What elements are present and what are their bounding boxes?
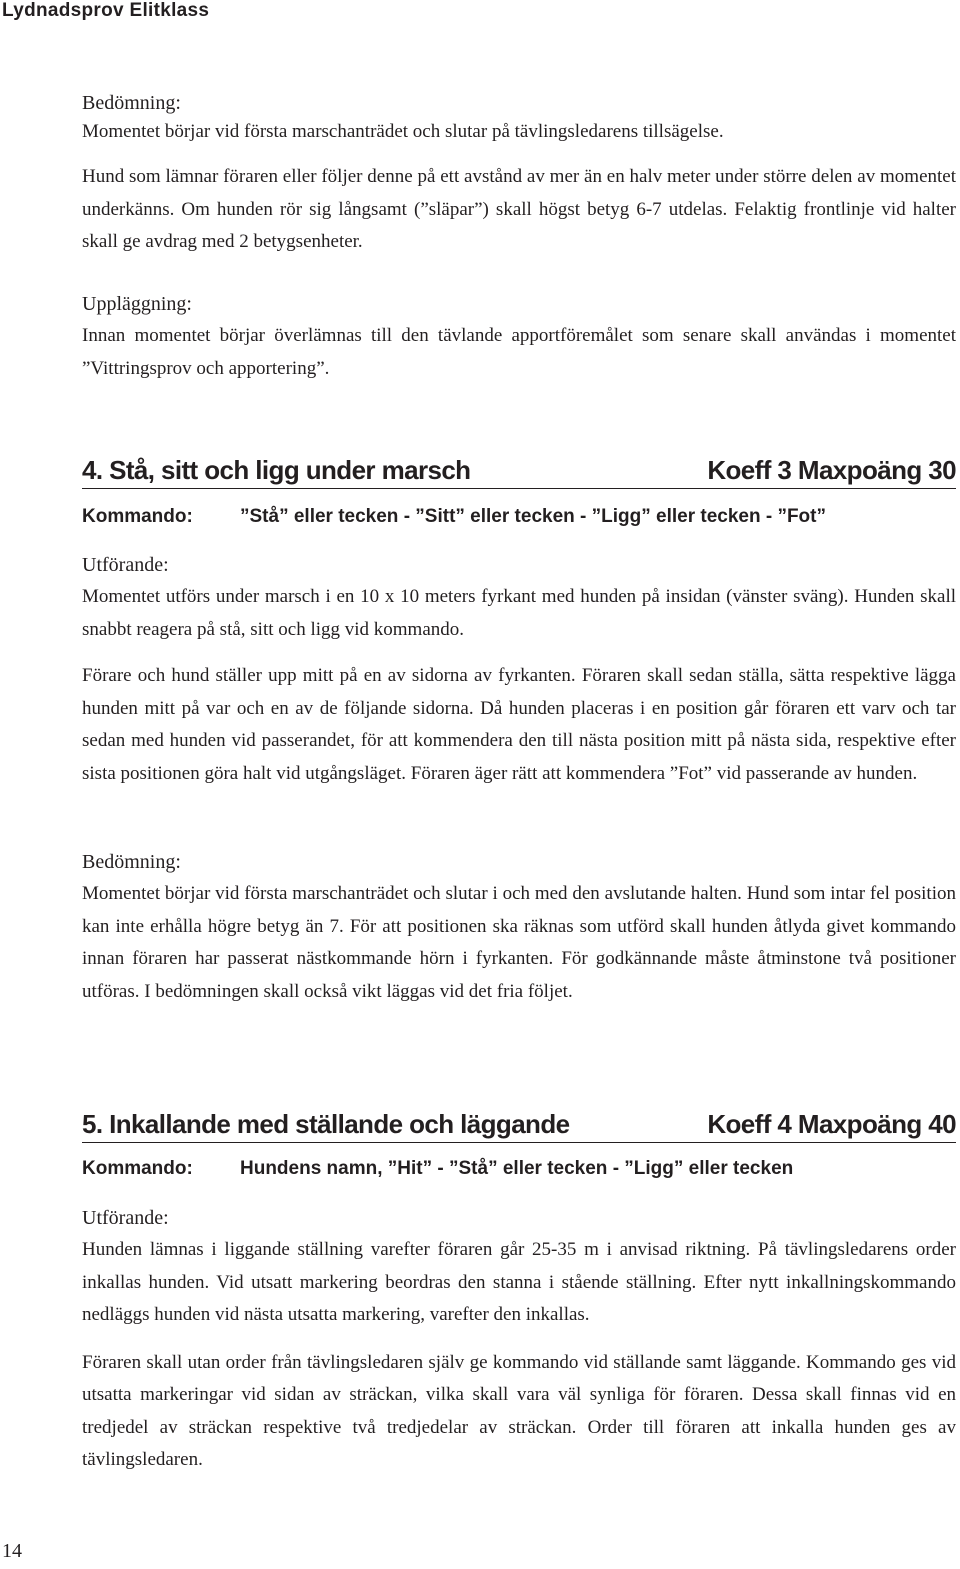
kommando-label: Kommando: — [82, 506, 193, 527]
section-4-utforande-block — [82, 549, 956, 790]
paragraph: Innan momentet börjar överlämnas till den tävlande apportföremålet som senare skall användas i momentet ”Vittringsprov och apportering”. — [82, 325, 956, 379]
utforande-heading: Utförande: — [82, 554, 169, 576]
section-5-kommando-row — [82, 1158, 956, 1186]
section-title: 4. Stå, sitt och ligg under marsch — [82, 455, 471, 485]
utforande-heading: Utförande: — [82, 1207, 169, 1229]
section-koeff: Koeff 3 Maxpoäng 30 — [707, 455, 956, 485]
paragraph: Momentet börjar vid första marschanträdet och slutar på tävlingsledarens tillsägelse. — [82, 121, 724, 142]
bedomning-heading: Bedömning: — [82, 92, 181, 114]
section-5-heading — [82, 1102, 956, 1143]
top-bedomning-block — [82, 89, 956, 259]
bedomning-heading: Bedömning: — [82, 851, 181, 873]
top-upplaggning-block — [82, 288, 956, 385]
kommando-value: Hundens namn, ”Hit” - ”Stå” eller tecken - ”Ligg” eller tecken — [240, 1158, 794, 1179]
document-header-title: Lydnadsprov Elitklass — [2, 0, 210, 21]
section-koeff: Koeff 4 Maxpoäng 40 — [707, 1109, 956, 1139]
section-5-utforande-block — [82, 1202, 956, 1477]
paragraph: Momentet börjar vid första marschanträdet och slutar i och med den avslutande halten. Hund som intar fel position kan inte erhålla högre betyg än 7. För att positionen ska räknas som utförd skall hunden åtlyda givet kommando innan föraren har passerat nästkommande hörn i fyrkanten. För godkännande måste åtminstone två positioner utföras. I bedömningen skall också vikt läggas vid det fria följet. — [82, 883, 956, 1002]
kommando-value: ”Stå” eller tecken - ”Sitt” eller tecken - ”Ligg” eller tecken - ”Fot” — [240, 506, 826, 527]
paragraph: Förare och hund ställer upp mitt på en av sidorna av fyrkanten. Föraren skall sedan ställa, sätta respektive lägga hunden mitt på var och en av de följande sidorna. Då hunden placeras i en position går föraren ett varv och tar sedan med hunden vid passerandet, för att kommendera den till nästa position mitt på nästa sida, respektive efter sista positionen göra halt vid utgångsläget. Föraren äger rätt att kommendera ”Fot” vid passerande av hunden. — [82, 665, 956, 784]
section-4-kommando-row — [82, 506, 956, 534]
paragraph: Hunden lämnas i liggande ställning varefter föraren går 25-35 m i anvisad riktning. På tävlingsledarens order inkallas hunden. Vid utsatt markering beordras den stanna i stående ställning. Efter nytt inkallningskommando nedläggs hunden vid nästa utsatta markering, varefter den inkallas. — [82, 1239, 956, 1325]
paragraph: Föraren skall utan order från tävlingsledaren själv ge kommando vid ställande samt läggande. Kommando ges vid utsatta markeringar vid sidan av sträckan, vilka skall vara väl synliga för föraren. Dessa skall finnas vid en tredjedel av sträckan respektive två tredjedelar av sträckan. Order till föraren att inkalla hunden ges av tävlingsledaren. — [82, 1351, 956, 1470]
paragraph: Momentet utförs under marsch i en 10 x 10 meters fyrkant med hunden på insidan (vänster sväng). Hunden skall snabbt reagera på stå, sitt och ligg vid kommando. — [82, 586, 956, 640]
upplaggning-heading: Uppläggning: — [82, 293, 192, 315]
section-4-bedomning-block — [82, 846, 956, 1008]
kommando-label: Kommando: — [82, 1158, 193, 1179]
section-title: 5. Inkallande med ställande och läggande — [82, 1109, 570, 1139]
section-4-heading — [82, 448, 956, 489]
paragraph: Hund som lämnar föraren eller följer denne på ett avstånd av mer än en halv meter under större delen av momentet underkänns. Om hunden rör sig långsamt (”släpar”) skall högst betyg 6-7 utdelas. Felaktig frontlinje vid halter skall ge avdrag med 2 betygsenheter. — [82, 166, 956, 252]
page-number: 14 — [2, 1540, 22, 1562]
